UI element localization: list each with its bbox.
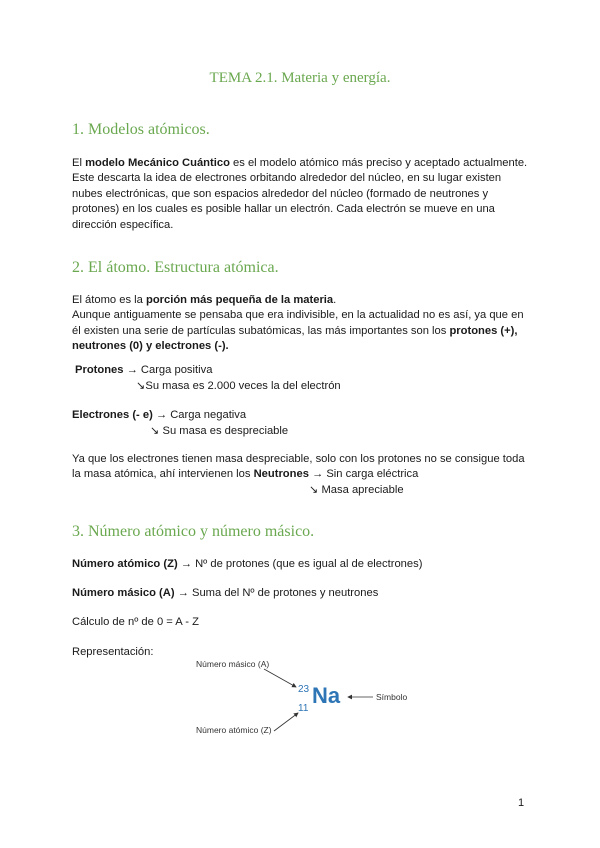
- mass-number-value: 23: [298, 684, 310, 695]
- protones-mass-line: ↘Su masa es 2.000 veces la del electrón: [136, 380, 341, 392]
- atomic-number-label: Número atómico (Z): [196, 725, 272, 735]
- neutrones-line-1: Ya que los electrones tienen masa despreciable, solo con los protones no se consigue toda: [72, 453, 525, 465]
- numero-masico-line: Número másico (A) → Suma del Nº de protones y neutrones: [72, 587, 379, 599]
- electrones-mass-line: ↘ Su masa es despreciable: [150, 425, 289, 437]
- electrones-line: Electrones (- e) → Carga negativa: [72, 409, 247, 421]
- page-number: 1: [518, 797, 525, 809]
- symbol-label: Símbolo: [376, 692, 408, 702]
- neutrones-line-3: ↘ Masa apreciable: [309, 484, 404, 496]
- isotope-notation-diagram: [190, 655, 430, 745]
- page-title: TEMA 2.1. Materia y energía.: [209, 70, 391, 86]
- section-heading-numero: 3. Número atómico y número másico.: [72, 523, 315, 540]
- neutrones-line-2: la masa atómica, ahí intervienen los Neutrones → Sin carga eléctrica: [72, 468, 419, 480]
- atomic-number-value: 11: [298, 703, 309, 714]
- section2-intro-paragraph: El átomo es la porción más pequeña de la materia. Aunque antiguamente se pensaba que era indivisible, en la actualidad no es así, ya que en él existen una serie de partículas subatómicas, las más importantes son los protones (+), neutrones (0) y electrones (-).: [72, 294, 524, 353]
- element-symbol: Na: [312, 683, 341, 708]
- atomic-number-arrow: [274, 713, 298, 731]
- representacion-label: Representación:: [72, 646, 154, 658]
- section1-paragraph: El modelo Mecánico Cuántico es el modelo atómico más preciso y aceptado actualmente. Este descarta la idea de electrones orbitando alrededor del núcleo, en su lugar existen nubes electrónicas, que son espacios alrededor del núcleo (formado de neutrones y protones) en los cuales es posible hallar un electrón. Cada electrón se mueve en una dirección específica.: [72, 157, 528, 231]
- section-heading-modelos: 1. Modelos atómicos.: [72, 121, 210, 138]
- mass-number-arrow: [264, 669, 296, 687]
- section-heading-atomo: 2. El átomo. Estructura atómica.: [72, 259, 279, 276]
- calculo-line: Cálculo de nº de 0 = A - Z: [72, 616, 199, 628]
- mass-number-label: Número másico (A): [196, 659, 270, 669]
- protones-line: Protones → Carga positiva: [75, 364, 213, 376]
- numero-atomico-line: Número atómico (Z) → Nº de protones (que es igual al de electrones): [72, 558, 423, 570]
